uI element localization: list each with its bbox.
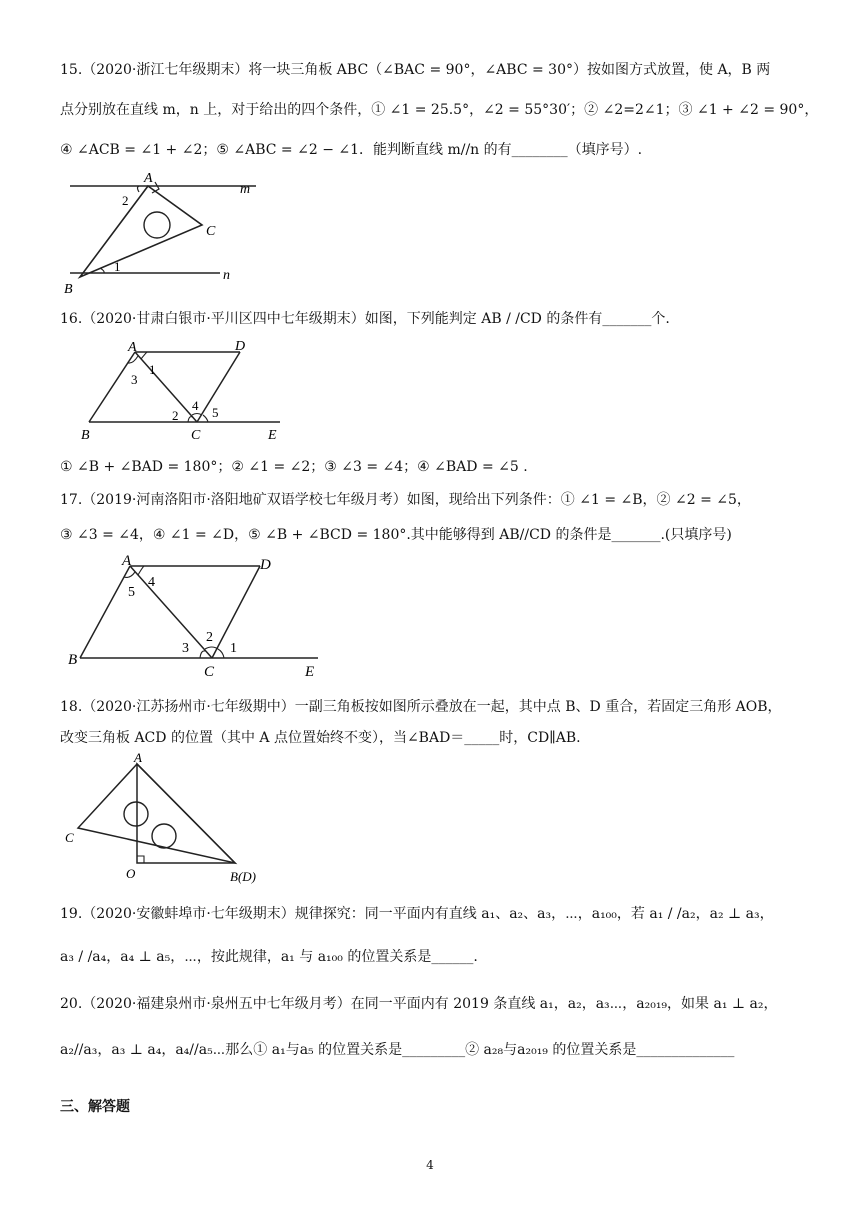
p16-line-2: ① ∠B + ∠BAD = 180°；② ∠1 = ∠2；③ ∠3 = ∠4；④ ∠BAD = ∠5 . [60, 459, 528, 475]
p18-line-2: 改变三角板 ACD 的位置（其中 A 点位置始终不变），当∠BAD＝_____时，CD∥AB. [60, 730, 581, 746]
label-angle-1: 1 [230, 641, 237, 656]
label-angle-3: 3 [182, 641, 189, 656]
label-a: A [144, 171, 153, 186]
p17-line-2: ③ ∠3 = ∠4，④ ∠1 = ∠D，⑤ ∠B + ∠BCD = 180°.其中能够得到 AB//CD 的条件是_______.(只填序号) [60, 527, 732, 543]
p15-figure [60, 165, 280, 300]
right-angle-mark [152, 182, 159, 193]
label-a: A [134, 750, 142, 765]
triangle-hole [144, 212, 170, 238]
angle-1-arc [141, 352, 147, 359]
angle-1-arc [218, 649, 224, 658]
label-n: n [223, 268, 230, 283]
segment-ac [130, 566, 212, 658]
label-c: C [206, 224, 216, 239]
label-c: C [65, 830, 74, 845]
angle-4-arc [192, 414, 202, 416]
p20-line-2: a₂//a₃，a₃ ⊥ a₄，a₄//a₅⋯那么① a₁与a₅ 的位置关系是_________② a₂₈与a₂₀₁₉ 的位置关系是______________ [60, 1042, 735, 1058]
label-angle-1: 1 [114, 259, 121, 274]
segment-cd [197, 352, 240, 422]
angle-4-arc [138, 566, 144, 575]
label-angle-5: 5 [128, 585, 135, 600]
right-angle-mark [137, 856, 144, 863]
label-angle-4: 4 [148, 575, 155, 590]
p15-line-1: 15.（2020·浙江七年级期末）将一块三角板 ABC（∠BAC = 90°，∠ABC = 30°）按如图方式放置，使 A，B 两 [60, 62, 771, 78]
triangle-acd [78, 764, 235, 863]
p18-figure [60, 750, 280, 890]
p17-figure [60, 552, 330, 680]
label-c: C [204, 664, 215, 680]
p15-line-2: 点分别放在直线 m，n 上，对于给出的四个条件，① ∠1 = 25.5°，∠2 = 55°30′；② ∠2=2∠1；③ ∠1 + ∠2 = 90°， [60, 102, 819, 118]
label-e: E [305, 664, 315, 680]
label-angle-4: 4 [192, 398, 199, 413]
angle-2-arc [138, 186, 140, 192]
label-angle-2: 2 [172, 408, 179, 423]
label-angle-1: 1 [149, 362, 156, 377]
label-angle-2: 2 [122, 193, 129, 208]
p16-line-1: 16.（2020·甘肃白银市·平川区四中七年级期末）如图，下列能判定 AB / /CD 的条件有_______个. [60, 311, 670, 327]
label-o: O [126, 866, 136, 881]
segment-ac [135, 352, 197, 422]
label-angle-2: 2 [206, 630, 213, 645]
angle-3-arc [200, 651, 205, 658]
triangle-abc [80, 186, 202, 277]
label-e: E [268, 428, 277, 443]
angle-5-arc [203, 415, 208, 422]
label-d: D [260, 557, 271, 573]
p19-line-2: a₃ / /a₄，a₄ ⊥ a₅，⋯，按此规律，a₁ 与 a₁₀₀ 的位置关系是______. [60, 949, 478, 965]
label-a: A [128, 340, 137, 355]
label-a: A [122, 553, 132, 569]
label-angle-5: 5 [212, 405, 219, 420]
section-heading: 三、解答题 [60, 1099, 130, 1115]
hole-2 [152, 824, 176, 848]
label-bd: B(D) [230, 869, 256, 884]
label-c: C [191, 428, 201, 443]
label-b: B [64, 282, 73, 297]
label-angle-3: 3 [131, 372, 138, 387]
segment-ab [80, 566, 130, 658]
p20-line-1: 20.（2020·福建泉州市·泉州五中七年级月考）在同一平面内有 2019 条直线 a₁，a₂，a₃⋯，a₂₀₁₉，如果 a₁ ⊥ a₂， [60, 996, 778, 1012]
p16-figure [75, 340, 295, 450]
page-number: 4 [426, 1158, 434, 1172]
p19-line-1: 19.（2020·安徽蚌埠市·七年级期末）规律探究：同一平面内有直线 a₁、a₂、a₃，⋯，a₁₀₀，若 a₁ / /a₂，a₂ ⊥ a₃， [60, 906, 774, 922]
label-b: B [68, 652, 78, 668]
p18-line-1: 18.（2020·江苏扬州市·七年级期中）一副三角板按如图所示叠放在一起，其中点 B、D 重合，若固定三角形 AOB， [60, 699, 782, 715]
p15-line-3: ④ ∠ACB = ∠1 + ∠2；⑤ ∠ABC = ∠2 − ∠1．能判断直线 m//n 的有________（填序号）. [60, 142, 643, 158]
p17-line-1: 17.（2019·河南洛阳市·洛阳地矿双语学校七年级月考）如图，现给出下列条件：① ∠1 = ∠B，② ∠2 = ∠5， [60, 492, 751, 508]
hole-1 [124, 802, 148, 826]
label-d: D [235, 340, 246, 354]
label-b: B [81, 428, 90, 443]
label-m: m [240, 182, 251, 197]
